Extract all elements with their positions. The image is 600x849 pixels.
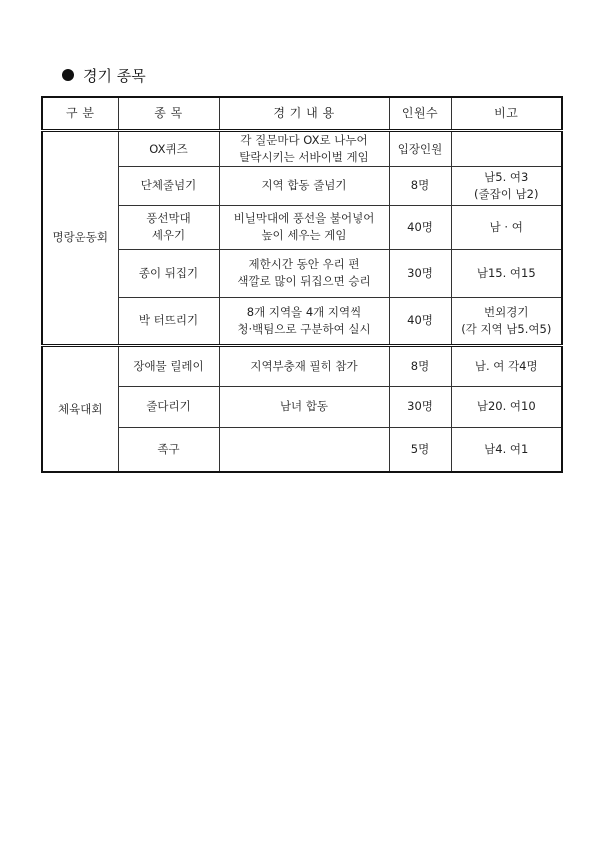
content-line: 탈락시키는 서바이벌 게임 (239, 150, 369, 165)
event-line: 장애물 릴레이 (133, 358, 204, 373)
event-cell (118, 205, 219, 249)
header-event: 종 목 (118, 97, 219, 130)
event-cell (118, 130, 219, 166)
event-cell (118, 386, 219, 427)
note-line: (줄잡이 남2) (474, 186, 539, 201)
content-line: 각 질문마다 OX로 나누어 (240, 133, 368, 148)
content-cell (219, 346, 389, 386)
note-cell (451, 250, 562, 298)
note-line: (각 지역 남5.여5) (461, 321, 552, 336)
content-line: 청·백팀으로 구분하여 실시 (237, 321, 371, 336)
event-cell (118, 346, 219, 386)
event-cell (118, 297, 219, 346)
note-line: 번외경기 (484, 304, 529, 319)
content-line: 비닐막대에 풍선을 불어넣어 (233, 211, 375, 226)
content-line: 지역 합동 줄넘기 (261, 178, 347, 193)
count-cell: 8명 (389, 167, 451, 205)
content-line: 색깔로 많이 뒤집으면 승리 (237, 274, 371, 289)
content-line: 8개 지역을 4개 지역씩 (246, 304, 362, 319)
header-note: 비고 (451, 97, 562, 130)
count-cell: 40명 (389, 205, 451, 249)
note-line: 남5. 여3 (484, 169, 529, 184)
event-line: 풍선막대 (146, 211, 191, 226)
content-cell (219, 297, 389, 346)
note-cell (451, 130, 562, 166)
table-row (42, 250, 562, 298)
note-cell (451, 386, 562, 427)
event-cell (118, 250, 219, 298)
content-line: 지역부충재 필히 참가 (250, 358, 358, 373)
header-content: 경 기 내 용 (219, 97, 389, 130)
table-row (42, 205, 562, 249)
count-cell: 30명 (389, 250, 451, 298)
event-line: 족구 (157, 441, 180, 456)
table-row (42, 167, 562, 205)
note-line: 남 · 여 (489, 219, 523, 234)
content-line: 높이 세우는 게임 (261, 228, 347, 243)
event-cell (118, 167, 219, 205)
content-cell (219, 386, 389, 427)
content-line: 남녀 합동 (279, 399, 329, 414)
content-cell (219, 130, 389, 166)
header-category: 구 분 (42, 97, 118, 130)
count-cell: 8명 (389, 346, 451, 386)
events-table (41, 96, 563, 473)
event-line: OX퀴즈 (149, 141, 188, 156)
bullet-icon (62, 69, 74, 81)
group-cell-2: 체육대회 (42, 346, 118, 472)
table-row (42, 386, 562, 427)
count-cell: 30명 (389, 386, 451, 427)
event-line: 세우기 (151, 228, 186, 243)
note-cell (451, 427, 562, 472)
content-line: 제한시간 동안 우리 편 (248, 257, 360, 272)
note-cell (451, 205, 562, 249)
note-line: 남15. 여15 (476, 265, 536, 280)
table-row (42, 427, 562, 472)
event-cell (118, 427, 219, 472)
content-cell (219, 250, 389, 298)
section-title: 경기 종목 (83, 66, 146, 85)
table-row (42, 297, 562, 346)
group-cell-1: 명랑운동회 (42, 130, 118, 345)
note-line: 남4. 여1 (484, 441, 529, 456)
count-cell: 40명 (389, 297, 451, 346)
table-row (42, 130, 562, 166)
header-count: 인원수 (389, 97, 451, 130)
table-row (42, 346, 562, 386)
event-line: 줄다리기 (146, 399, 191, 414)
note-line: 남20. 여10 (476, 399, 536, 414)
event-line: 단체줄넘기 (140, 178, 197, 193)
event-line: 박 터뜨리기 (138, 313, 199, 328)
note-cell (451, 297, 562, 346)
note-line: 남. 여 각4명 (474, 358, 538, 373)
count-cell: 입장인원 (389, 130, 451, 166)
content-cell (219, 167, 389, 205)
content-cell (219, 427, 389, 472)
note-cell (451, 346, 562, 386)
count-cell: 5명 (389, 427, 451, 472)
note-cell (451, 167, 562, 205)
content-cell (219, 205, 389, 249)
table-header-row (42, 97, 562, 130)
section-heading (62, 64, 146, 86)
event-line: 종이 뒤집기 (138, 265, 199, 280)
